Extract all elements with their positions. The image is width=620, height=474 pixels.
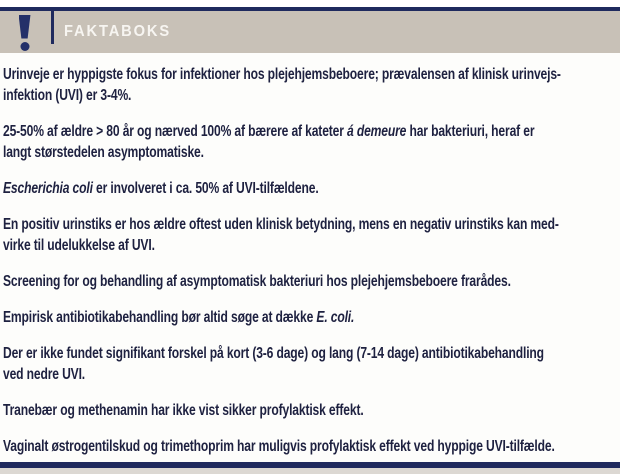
paragraph: Vaginalt østrogentilskud og trimethoprim har muligvis profylaktisk effekt ved hyppige UVI-tilfælde.	[3, 438, 555, 455]
paragraph: 25-50% af ældre > 80 år og nærved 100% af bærere af kateter á demeure har bakteriuri, heraf er langt størstedelen asymptomatiske.	[3, 123, 535, 161]
paragraph: Screening for og behandling af asymptomatisk bakteriuri hos plejehjemsbeboere frarådes.	[3, 273, 511, 290]
faktaboks-body	[3, 64, 620, 457]
header-divider	[51, 11, 54, 44]
exclamation-icon	[17, 15, 32, 51]
paragraph: Der er ikke fundet signifikant forskel på kort (3-6 dage) og lang (7-14 dage) antibiotikabehandling ved nedre UVI.	[3, 345, 544, 383]
paragraph: Escherichia coli er involveret i ca. 50% af UVI-tilfældene.	[3, 180, 319, 197]
faktaboks-header	[0, 11, 620, 53]
exclamation-bar	[19, 15, 31, 39]
top-gap	[0, 0, 620, 7]
paragraph: En positiv urinstiks er hos ældre oftest uden klinisk betydning, mens en negativ urinstiks kan med- virke til udelukkelse af UVI.	[3, 216, 559, 254]
bottom-gap	[0, 468, 620, 474]
paragraph: Empirisk antibiotikabehandling bør altid søge at dække E. coli.	[3, 309, 355, 326]
paragraph: Urinveje er hyppigste fokus for infektioner hos plejehjemsbeboere; prævalensen af klinisk urinvejs- infektion (UVI) er 3-4%.	[3, 66, 561, 104]
faktaboks-title: FAKTABOKS	[64, 23, 172, 40]
paragraph: Tranebær og methenamin har ikke vist sikker profylaktisk effekt.	[3, 402, 364, 419]
exclamation-dot	[20, 42, 29, 51]
faktaboks-body-area	[0, 53, 620, 462]
